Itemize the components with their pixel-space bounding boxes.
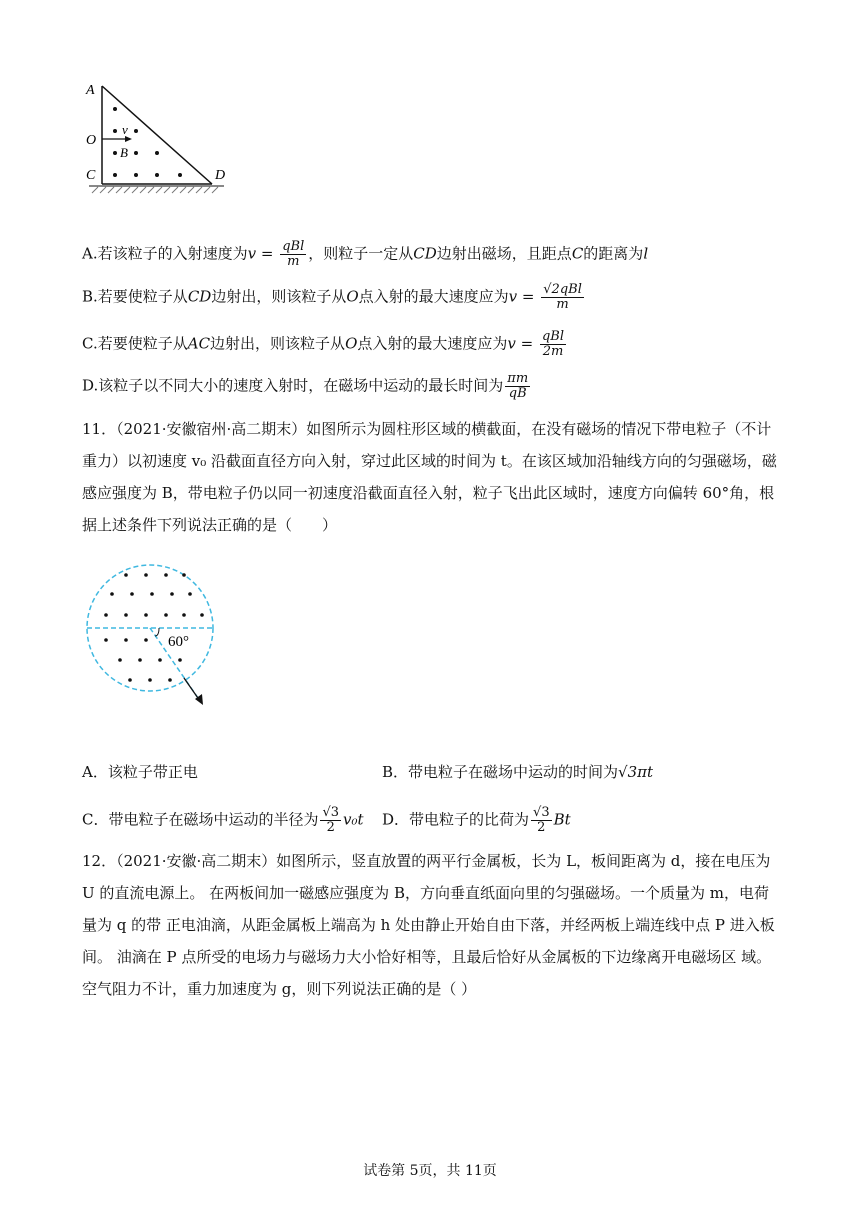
q12-stem: 12．（2021·安徽·高二期末）如图所示，竖直放置的两平行金属板，长为 L，板间距离为 d，接在电压为 U 的直流电源上。 在两板间加一磁感应强度为 B，方向垂直纸面向里的匀强磁场。一个质量为 m，电荷量为 q 的带 正电油滴，从距金属板上端高为 h 处由静止开始自由下落，并经两板上端连线中点 P 进入板间。 油滴在 P 点所受的电场力与磁场力大小恰好相等，且最后恰好从金属板的下边缘离开电磁场区 域。空气阻力不计，重力加速度为 g，则下列说法正确的是（ ） <box>82 852 775 998</box>
q11-option-a: A．该粒子带正电 <box>82 763 198 781</box>
fraction: $\frac{\text{√2qBl}}{m}$ <box>543 282 582 312</box>
q10-option-d: D.该粒子以不同大小的速度入射时，在磁场中运动的最长时间为 $\frac{\pi m}{qB}$ <box>82 371 529 401</box>
label-d: D <box>215 168 226 183</box>
triangle-field-figure <box>84 78 234 196</box>
label-c: C <box>86 168 96 183</box>
q11-stem: 11．（2021·安徽宿州·高二期末）如图所示为圆柱形区域的横截面，在没有磁场的情况下带电粒子（不计重力）以初速度 v₀ 沿截面直径方向入射，穿过此区域的时间为 t。在该区域加沿轴线方向的匀强磁场，磁感应强度为 B，带电粒子仍以同一初速度沿截面直径入射，粒子飞出此区域时，速度方向偏转 60°角，根据上述条件下列说法正确的是（ ） <box>82 420 777 534</box>
q11-option-b: B．带电粒子在磁场中运动的时间为√3πt <box>382 763 654 781</box>
page-footer: 试卷第 5页，共 11页 <box>363 1163 497 1179</box>
q10-option-a: A.若该粒子的入射速度为v = $\frac{\text{qBl}}{m}$ ，则粒子一定从CD边射出磁场，且距点C的距离为l <box>82 239 649 269</box>
fraction: $\frac{\pi m}{qB}$ <box>507 371 529 401</box>
angle-label: 60° <box>168 634 189 650</box>
label-v: v <box>122 122 128 137</box>
fraction: $\frac{√3}{2}$ <box>533 805 550 835</box>
label-a: A <box>86 83 95 98</box>
fraction: $\frac{\text{qBl}}{2m}$ <box>541 329 565 359</box>
q10-option-c: C.若要使粒子从AC边射出，则该粒子从O点入射的最大速度应为v = $\frac{\text{qBl}}{2m}$ <box>82 329 565 359</box>
fraction: $\frac{√3}{2}$ <box>322 805 340 835</box>
label-b: B <box>120 145 128 160</box>
q11-option-d: D．带电粒子的比荷为 $\frac{√3}{2}$ Bt <box>382 805 571 835</box>
label-o: O <box>86 133 97 148</box>
circle-field-figure <box>84 560 224 710</box>
q10-option-b: B.若要使粒子从CD边射出，则该粒子从O点入射的最大速度应为v = $\frac{\text{√2qBl}}{m}$ <box>82 282 582 312</box>
q11-option-c: C．带电粒子在磁场中运动的半径为 $\frac{√3}{2}$ v₀t <box>82 805 364 835</box>
fraction: $\frac{\text{qBl}}{m}$ <box>282 239 305 269</box>
